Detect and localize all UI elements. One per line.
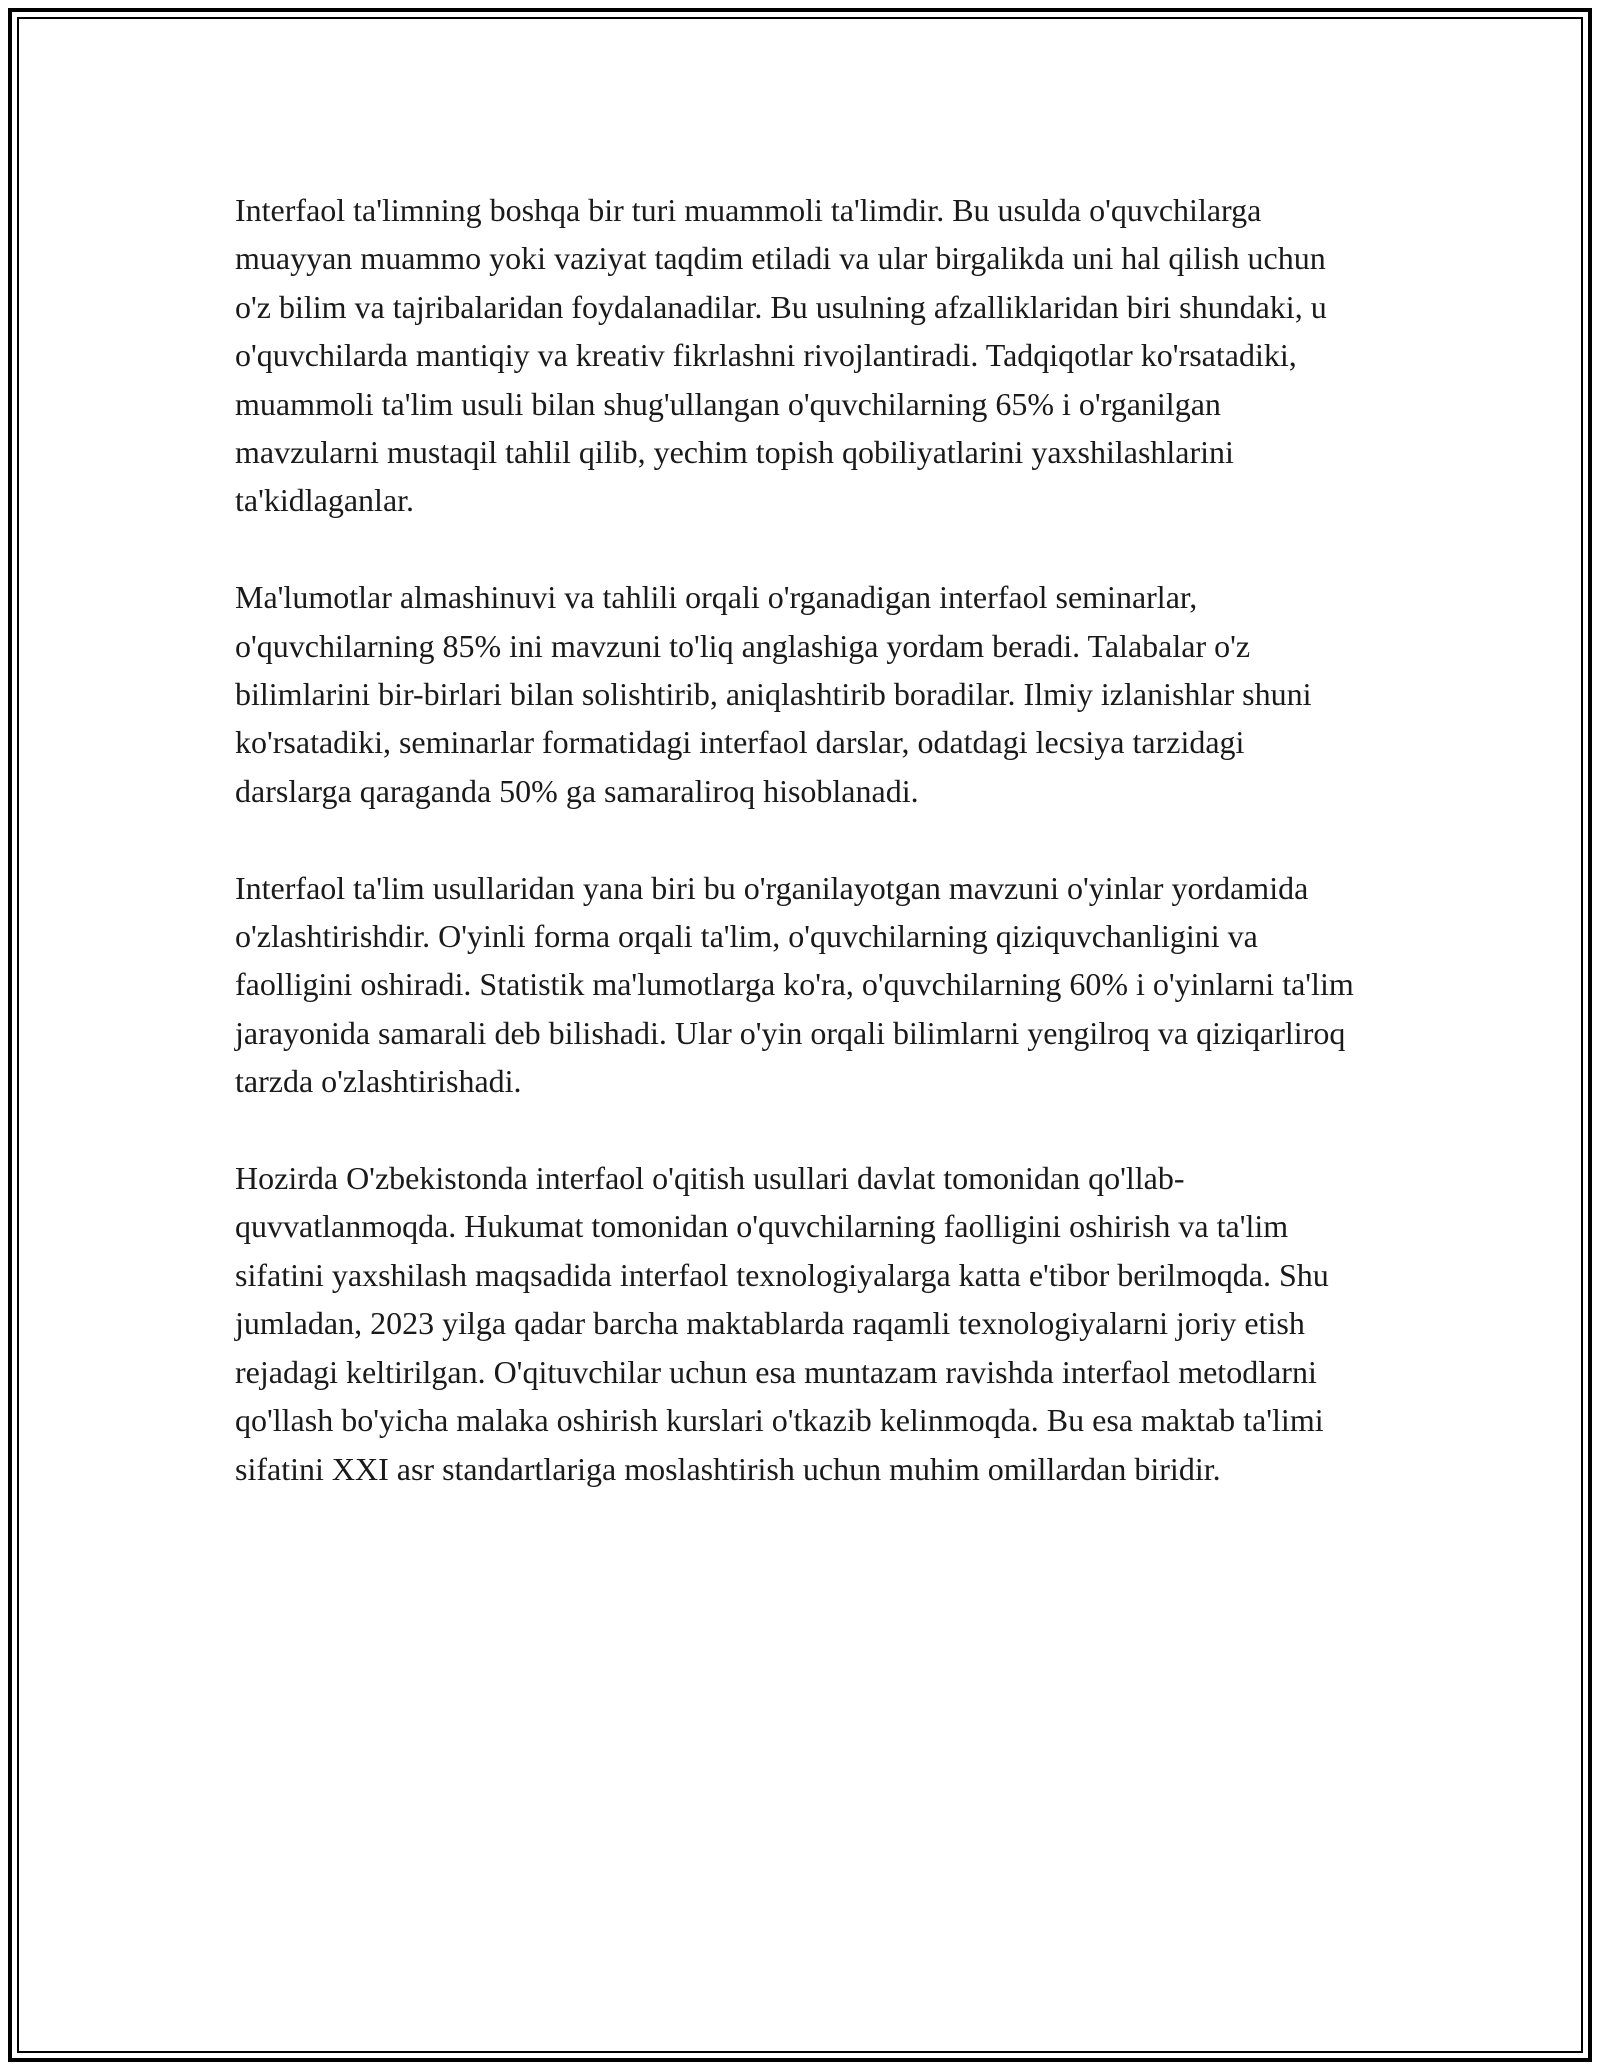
paragraph-4: Hozirda O'zbekistonda interfaol o'qitish usullari davlat tomonidan qo'llab-quvvatlanmoqda. Hukumat tomonidan o'quvchilarning faolligini oshirish va ta'lim sifatini yaxshilash maqsadida interfaol texnologiyalarga katta e'tibor berilmoqda. Shu jumladan, 2023 yilga qadar barcha maktablarda raqamli texnologiyalarni joriy etish rejadagi keltirilgan. O'qituvchilar uchun esa muntazam ravishda interfaol metodlarni qo'llash bo'yicha malaka oshirish kurslari o'tkazib kelinmoqda. Bu esa maktab ta'limi sifatini XXI asr standartlariga moslashtirish uchun muhim omillardan biridir. (235, 1160, 1329, 1487)
document-body (235, 186, 1365, 1541)
paragraph-2: Ma'lumotlar almashinuvi va tahlili orqali o'rganadigan interfaol seminarlar, o'quvchilarning 85% ini mavzuni to'liq anglashiga yordam beradi. Talabalar o'z bilimlarini bir-birlari bilan solishtirib, aniqlashtirib boradilar. Ilmiy izlanishlar shuni ko'rsatadiki, seminarlar formatidagi interfaol darslar, odatdagi lecsiya tarzidagi darslarga qaraganda 50% ga samaraliroq hisoblanadi. (235, 579, 1312, 809)
paragraph-3: Interfaol ta'lim usullaridan yana biri bu o'rganilayotgan mavzuni o'yinlar yordamida o'zlashtirishdir. O'yinli forma orqali ta'lim, o'quvchilarning qiziquvchanligini va faolligini oshiradi. Statistik ma'lumotlarga ko'ra, o'quvchilarning 60% i o'yinlarni ta'lim jarayonida samarali deb bilishadi. Ular o'yin orqali bilimlarni yengilroq va qiziqarliroq tarzda o'zlashtirishadi. (235, 869, 1354, 1100)
paragraph-1: Interfaol ta'limning boshqa bir turi muammoli ta'limdir. Bu usulda o'quvchilarga muayyan muammo yoki vaziyat taqdim etiladi va ular birgalikda uni hal qilish uchun o'z bilim va tajribalaridan foydalanadilar. Bu usulning afzalliklaridan biri shundaki, u o'quvchilarda mantiqiy va kreativ fikrlashni rivojlantiradi. Tadqiqotlar ko'rsatadiki, muammoli ta'lim usuli bilan shug'ullangan o'quvchilarning 65% i o'rganilgan mavzularni mustaqil tahlil qilib, yechim topish qobiliyatlarini yaxshilashlarini ta'kidlaganlar. (235, 192, 1327, 519)
